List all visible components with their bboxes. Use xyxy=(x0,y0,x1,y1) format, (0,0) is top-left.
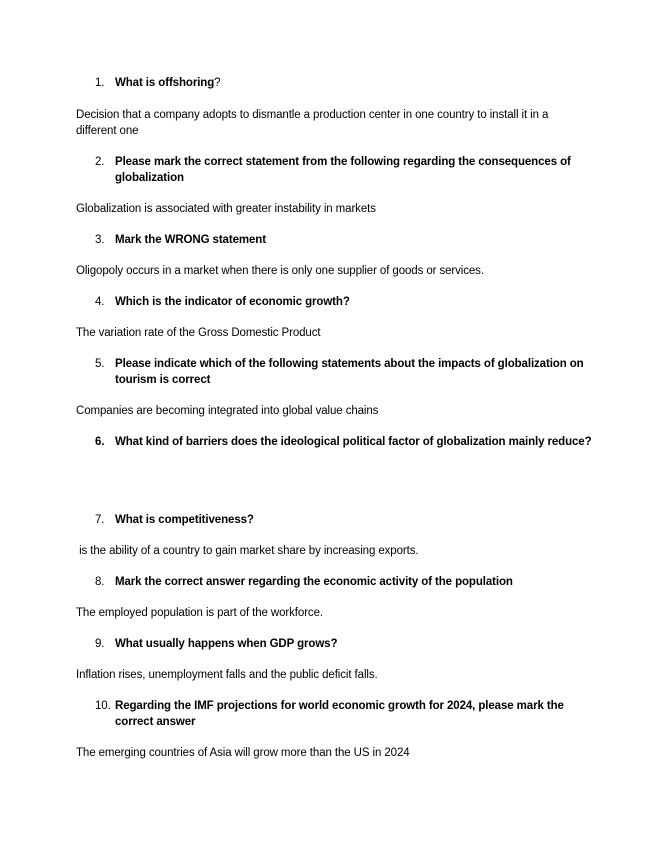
question-text: What kind of barriers does the ideological political factor of globalization mainly reduce? xyxy=(115,436,592,448)
question-text: Mark the WRONG statement xyxy=(115,234,266,246)
question-text: What is offshoring xyxy=(115,77,215,89)
question-6 xyxy=(95,434,595,450)
question-number: 6. xyxy=(95,436,105,448)
answer-5: Companies are becoming integrated into global value chains xyxy=(76,405,379,417)
question-number: 1. xyxy=(95,77,105,89)
question-text: What usually happens when GDP grows? xyxy=(115,638,338,650)
question-number: 10. xyxy=(95,700,111,712)
question-9 xyxy=(95,636,595,652)
question-number: 3. xyxy=(95,234,105,246)
answer-1: Decision that a company adopts to dismantle a production center in one country to install it in a different one xyxy=(76,109,549,137)
question-number: 2. xyxy=(95,156,105,168)
question-number: 9. xyxy=(95,638,105,650)
answer-3: Oligopoly occurs in a market when there is only one supplier of goods or services. xyxy=(76,265,484,277)
answer-8: The employed population is part of the workforce. xyxy=(76,607,323,619)
question-4 xyxy=(95,294,595,310)
answer-9: Inflation rises, unemployment falls and the public deficit falls. xyxy=(76,669,378,681)
question-suffix: ? xyxy=(214,77,221,89)
question-7 xyxy=(95,512,595,528)
question-5 xyxy=(95,356,595,388)
question-2 xyxy=(95,154,595,186)
question-text: Regarding the IMF projections for world economic growth for 2024, please mark the correct answer xyxy=(115,700,564,728)
answer-7: is the ability of a country to gain market share by increasing exports. xyxy=(76,545,419,557)
question-number: 7. xyxy=(95,514,105,526)
question-10 xyxy=(95,698,595,730)
answer-2: Globalization is associated with greater instability in markets xyxy=(76,203,376,215)
answer-10: The emerging countries of Asia will grow more than the US in 2024 xyxy=(76,747,410,759)
question-number: 4. xyxy=(95,296,105,308)
question-8 xyxy=(95,574,595,590)
question-text: Please indicate which of the following statements about the impacts of globalization on tourism is correct xyxy=(115,358,584,386)
question-3 xyxy=(95,232,595,248)
question-number: 5. xyxy=(95,358,105,370)
question-text: Please mark the correct statement from the following regarding the consequences of globalization xyxy=(115,156,571,184)
question-number: 8. xyxy=(95,576,105,588)
question-text: Which is the indicator of economic growth? xyxy=(115,296,350,308)
answer-4: The variation rate of the Gross Domestic Product xyxy=(76,327,321,339)
question-text: Mark the correct answer regarding the economic activity of the population xyxy=(115,576,513,588)
question-text-wrap xyxy=(115,75,595,91)
question-text: What is competitiveness? xyxy=(115,514,254,526)
question-1 xyxy=(95,75,595,91)
